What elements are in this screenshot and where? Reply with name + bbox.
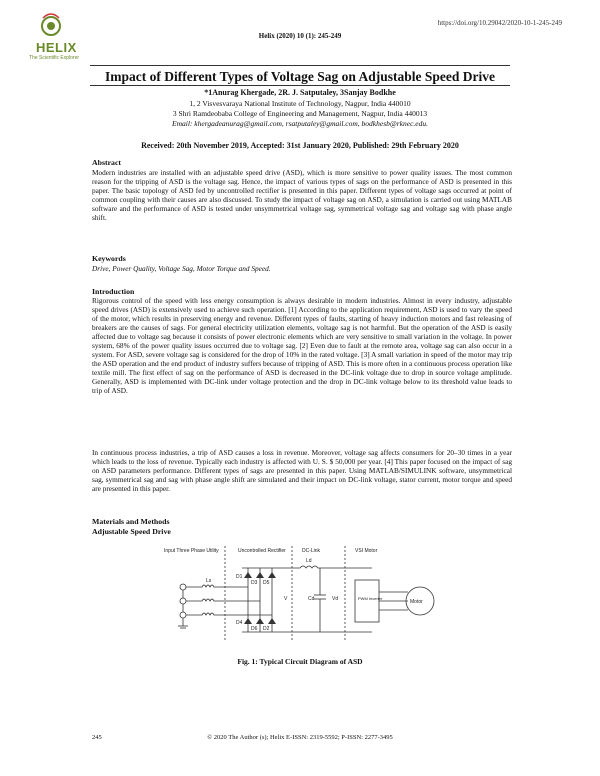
logo-subtitle: The Scientific Explorer (29, 55, 80, 61)
label-vsi: VSI Motor (355, 548, 378, 554)
logo-text: HELIX (36, 40, 77, 55)
affiliation-1: 1, 2 Visvesvaraya National Institute of Technology, Nagpur, India 440010 (189, 99, 411, 108)
figure-caption: Fig. 1: Typical Circuit Diagram of ASD (237, 657, 363, 666)
page-number: 245 (92, 734, 102, 741)
label-d3: D3 (251, 580, 258, 586)
label-d6: D6 (251, 626, 258, 632)
paper-title: Impact of Different Types of Voltage Sag on Adjustable Speed Drive (104, 69, 495, 84)
label-ld: Ld (306, 558, 312, 564)
label-vd: Vd (332, 596, 339, 602)
label-rectifier: Uncontrolled Rectifier (238, 548, 286, 554)
introduction-paragraph-2: In continuous process industries, a trip of ASD causes a loss in revenue. Moreover, voltage sag affects consumers for 20–30 times in a year which leads to the loss of revenue. Typically each industry is affected with U. S. $ 50,000 per year. [4] This paper focused on the impact of sag on ASD parameters performance. Different types of sags are presented in this paper. Using MATLAB/SIMULINK software, unsymmetrical sag, symmetrical sag and sag with phase angle shift are simulated and their impact on DC-link voltage, stator current, motor torque and speed are presented in this paper. (92, 448, 512, 493)
label-d2: D2 (263, 626, 270, 632)
label-d1: D1 (236, 574, 243, 580)
introduction-paragraph-1: Rigorous control of the speed with less energy consumption is always desirable in modern industries. Almost in every industry, adjustable speed drives (ASD) is extensively used to achieve such operation. [1] According to the application requirement, ASD is used to vary the speed of the motor, which results in preserving energy and revenue. Different types of faults, starting of heavy induction motors and fast releasing of breakers are the causes of sags. For general electricity utilization elements, voltage sag is not harmful. But the operation of the ASD is easily affected due to voltage sag because it consists of power electronic elements which are very sensitive to small variation in the voltage. In power system, 68% of the power quality issues occurred due to voltage sag. [2] Even due to fault at the remote area, voltage sag can also occur in a system. For ASD, severe voltage sag is considered for the drop of 10% in the rated voltage. [3] A small variation in speed of the motor may trip the ASD operation and the end product of industry suffers because of tripping of ASD. This is more often in a continuous process operation like textile mill. The first effect of sag on the performance of ASD is decreased in the DC-link voltage due to drop in source voltage amplitude. Generally, ASD is implemented with DC-link under voltage protection and the drop in DC-link voltage below to its threshold value leads to trip of ASD. (92, 296, 512, 395)
methods-subheading: Adjustable Speed Drive (92, 527, 171, 536)
label-d5: D5 (263, 580, 270, 586)
author-emails[interactable]: Email: khergadeanurag@gmail.com, rsatputaley@gmail.com, bodkhesb@rknec.edu. (172, 119, 428, 128)
label-dclink: DC-Link (302, 548, 321, 554)
authors: *1Anurag Khergade, 2R. J. Satputaley, 3Sanjay Bodkhe (204, 88, 396, 97)
label-v: V (284, 596, 288, 602)
title-rule-top (90, 65, 510, 66)
affiliation-2: 3 Shri Ramdeobaba College of Engineering and Management, Nagpur, India 440013 (172, 109, 428, 118)
introduction-heading: Introduction (92, 287, 135, 296)
label-pwm: PWM Inverter (358, 596, 383, 601)
publication-dates: Received: 20th November 2019, Accepted: 31st January 2020, Published: 29th February 2020 (141, 141, 459, 150)
journal-reference: Helix (2020) 10 (1): 245-249 (258, 32, 342, 40)
abstract-text: Modern industries are installed with an adjustable speed drive (ASD), which is more sensitive to power quality issues. The most common reason for the tripping of ASD is the voltage sag. Hence, the impact of various types of sags on the performance of ASD is presented in this paper. The basic topology of ASD fed by uncontrolled rectifier is presented in this paper. Different types of voltage sags occurred at point of common coupling with their causes are also discussed. To study the impact of voltage sag on ASD, a simulation is carried out using MATLAB software and the performance of ASD is tested under unsymmetrical voltage sag, symmetrical voltage sag and voltage sag with phase angle shift. (92, 168, 512, 222)
keywords-heading: Keywords (92, 254, 126, 263)
label-ls: Ls (206, 578, 212, 584)
label-cd: Cd (308, 596, 315, 602)
methods-heading: Materials and Methods (92, 517, 170, 526)
label-source: Input Three Phase Utility (164, 548, 219, 554)
copyright-footer: © 2020 The Author (s); Helix E-ISSN: 2319-5592; P-ISSN: 2277-3495 (207, 734, 393, 741)
abstract-heading: Abstract (92, 158, 122, 167)
title-rule-bottom (90, 85, 510, 86)
keywords-text: Drive, Power Quality, Voltage Sag, Motor Torque and Speed. (92, 264, 271, 273)
label-motor: Motor (410, 599, 423, 605)
circuit-diagram (150, 540, 450, 650)
label-d4: D4 (236, 620, 243, 626)
doi-link[interactable]: https://doi.org/10.29042/2020-10-1-245-249 (437, 19, 562, 27)
